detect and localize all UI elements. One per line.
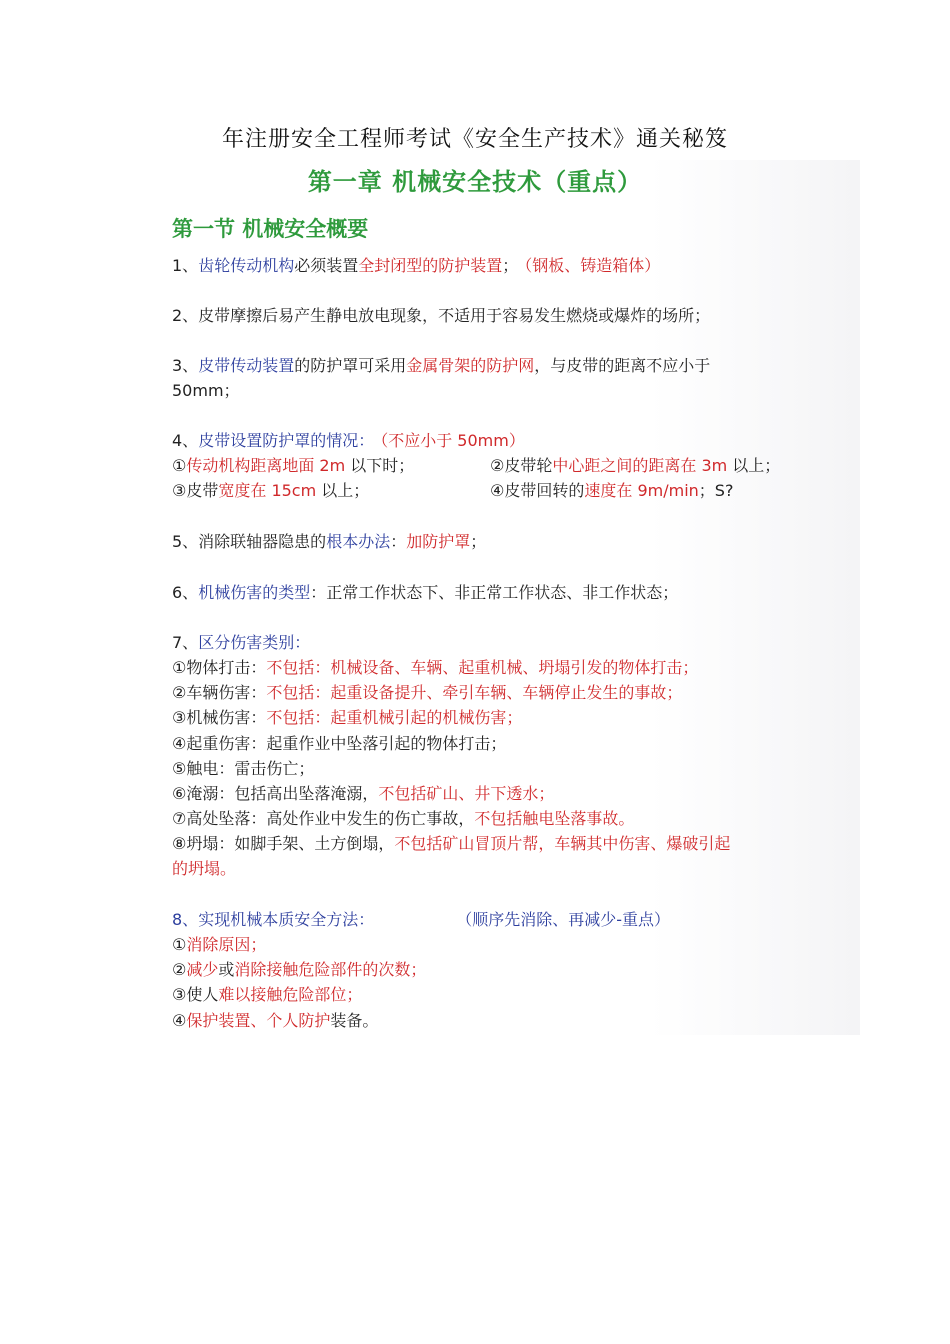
item-8-b-key-2: 消除接触危险部件的次数； xyxy=(234,960,427,979)
item-7-f-key: 不包括矿山、井下透水； xyxy=(378,784,555,803)
item-4-a-num: ① xyxy=(172,456,187,475)
item-1-punct: ； xyxy=(502,256,519,275)
item-7-h-key: 不包括矿山冒顶片帮，车辆其中伤害、爆破引起 xyxy=(394,834,731,853)
item-4-term: 皮带设置防护罩的情况： xyxy=(198,431,375,450)
item-8-b-num: ② xyxy=(172,960,187,979)
item-7-f-label: ⑥淹溺：包括高出坠落淹溺， xyxy=(172,784,379,803)
item-5-colon: ： xyxy=(390,532,407,551)
item-8-c-key: 难以接触危险部位； xyxy=(218,985,363,1004)
item-4-d xyxy=(490,481,733,501)
item-3-line-1 xyxy=(172,356,710,376)
item-1-note: （钢板、铸造箱体） xyxy=(524,256,661,275)
item-4-b xyxy=(490,456,780,476)
item-4-b-tail: 以上； xyxy=(727,456,781,475)
item-7-a-label: ①物体打击： xyxy=(172,658,267,677)
item-4-c-text: ③皮带 xyxy=(172,481,219,500)
document-title: 年注册安全工程师考试《安全生产技术》通关秘笈 xyxy=(221,127,728,152)
item-7-g xyxy=(172,809,634,829)
item-7-a-key: 不包括：机械设备、车辆、起重机械、坍塌引发的物体打击； xyxy=(266,658,699,677)
item-2 xyxy=(172,306,710,326)
item-1 xyxy=(172,256,660,276)
item-3-tail: ，与皮带的距离不应小于 xyxy=(534,356,711,375)
item-7-g-label: ⑦高处坠落：高处作业中发生的伤亡事故， xyxy=(172,809,475,828)
item-3-num: 3、 xyxy=(172,356,199,375)
item-7-b-label: ②车辆伤害： xyxy=(172,683,267,702)
item-8-a xyxy=(172,935,266,955)
item-4-d-key: 速度在 9m/min xyxy=(584,481,699,500)
item-4-a-tail: 以下时； xyxy=(345,456,415,475)
item-8-d-tail: 装备。 xyxy=(330,1011,379,1030)
item-8-a-key: 消除原因； xyxy=(186,935,267,954)
item-5 xyxy=(172,532,486,552)
item-8-d xyxy=(172,1011,378,1031)
item-4-c-key: 宽度在 15cm xyxy=(218,481,317,500)
item-7-num: 7、 xyxy=(172,633,199,652)
item-7-c-label: ③机械伤害： xyxy=(172,708,267,727)
item-8-b xyxy=(172,960,426,980)
section-heading: 第一节 机械安全概要 xyxy=(172,217,369,241)
item-5-text: 5、消除联轴器隐患的 xyxy=(172,532,327,551)
item-7-e xyxy=(172,759,314,779)
item-8-num: 8、 xyxy=(172,910,199,929)
item-8-c-text: ③使人 xyxy=(172,985,219,1004)
item-4-num: 4、 xyxy=(172,431,199,450)
item-6-num: 6、 xyxy=(172,583,199,602)
item-2-text: 2、皮带摩擦后易产生静电放电现象，不适用于容易发生燃烧或爆炸的场所； xyxy=(172,306,711,325)
item-4-d-tail: ；S? xyxy=(698,481,734,500)
item-7-e-text: ⑤触电：雷击伤亡； xyxy=(172,759,315,778)
item-3-term: 皮带传动装置 xyxy=(198,356,295,375)
item-4-c-tail: 以上； xyxy=(316,481,370,500)
item-8-note: （顺序先消除、再减少-重点） xyxy=(464,910,670,929)
item-8-b-key-1: 减少 xyxy=(186,960,219,979)
item-5-punct: ； xyxy=(470,532,487,551)
item-7-b-key: 不包括：起重设备提升、牵引车辆、车辆停止发生的事故； xyxy=(266,683,683,702)
item-7-d xyxy=(172,734,506,754)
item-7-d-text: ④起重伤害：起重作业中坠落引起的物体打击； xyxy=(172,734,507,753)
item-4-d-text: ④皮带回转的 xyxy=(490,481,585,500)
chapter-heading: 第一章 机械安全技术（重点） xyxy=(307,168,643,196)
item-8-b-or: 或 xyxy=(218,960,235,979)
item-7-h xyxy=(172,834,730,854)
item-3-value: 50mm； xyxy=(172,381,240,400)
item-8-heading xyxy=(172,910,670,930)
item-7-h-cont-text: 的坍塌。 xyxy=(172,859,237,878)
item-8-term: 实现机械本质安全方法： xyxy=(198,910,375,929)
item-6 xyxy=(172,583,678,603)
item-3-line-2 xyxy=(172,381,240,401)
item-7-f xyxy=(172,784,554,804)
item-7-c xyxy=(172,708,522,728)
item-7-h-label: ⑧坍塌：如脚手架、土方倒塌， xyxy=(172,834,395,853)
item-5-term: 根本办法 xyxy=(326,532,391,551)
item-7-c-key: 不包括：起重机械引起的机械伤害； xyxy=(266,708,523,727)
item-7-b xyxy=(172,683,682,703)
item-3-text: 的防护罩可采用 xyxy=(294,356,407,375)
item-7-g-key: 不包括触电坠落事故。 xyxy=(474,809,635,828)
item-4-note: （不应小于 50mm） xyxy=(380,431,525,450)
item-7-h-cont xyxy=(172,859,236,879)
item-6-term: 机械伤害的类型 xyxy=(198,583,311,602)
item-1-num: 1、 xyxy=(172,256,199,275)
item-7-term: 区分伤害类别： xyxy=(198,633,311,652)
item-1-key: 全封闭型的防护装置 xyxy=(358,256,503,275)
item-4-b-key: 中心距之间的距离在 3m xyxy=(552,456,728,475)
item-8-d-key: 保护装置、个人防护 xyxy=(186,1011,331,1030)
item-4-heading xyxy=(172,431,525,451)
item-8-c xyxy=(172,985,362,1005)
item-7-heading xyxy=(172,633,310,653)
item-1-text: 必须装置 xyxy=(294,256,359,275)
item-4-a xyxy=(172,456,414,476)
item-4-a-key: 传动机构距离地面 2m xyxy=(186,456,346,475)
item-1-term: 齿轮传动机构 xyxy=(198,256,295,275)
item-4-c xyxy=(172,481,369,501)
item-8-a-num: ① xyxy=(172,935,187,954)
item-5-key: 加防护罩 xyxy=(406,532,471,551)
item-8-d-num: ④ xyxy=(172,1011,187,1030)
item-6-text: ：正常工作状态下、非正常工作状态、非工作状态； xyxy=(310,583,679,602)
item-7-a xyxy=(172,658,698,678)
item-4-b-text: ②皮带轮 xyxy=(490,456,553,475)
item-3-key: 金属骨架的防护网 xyxy=(406,356,535,375)
